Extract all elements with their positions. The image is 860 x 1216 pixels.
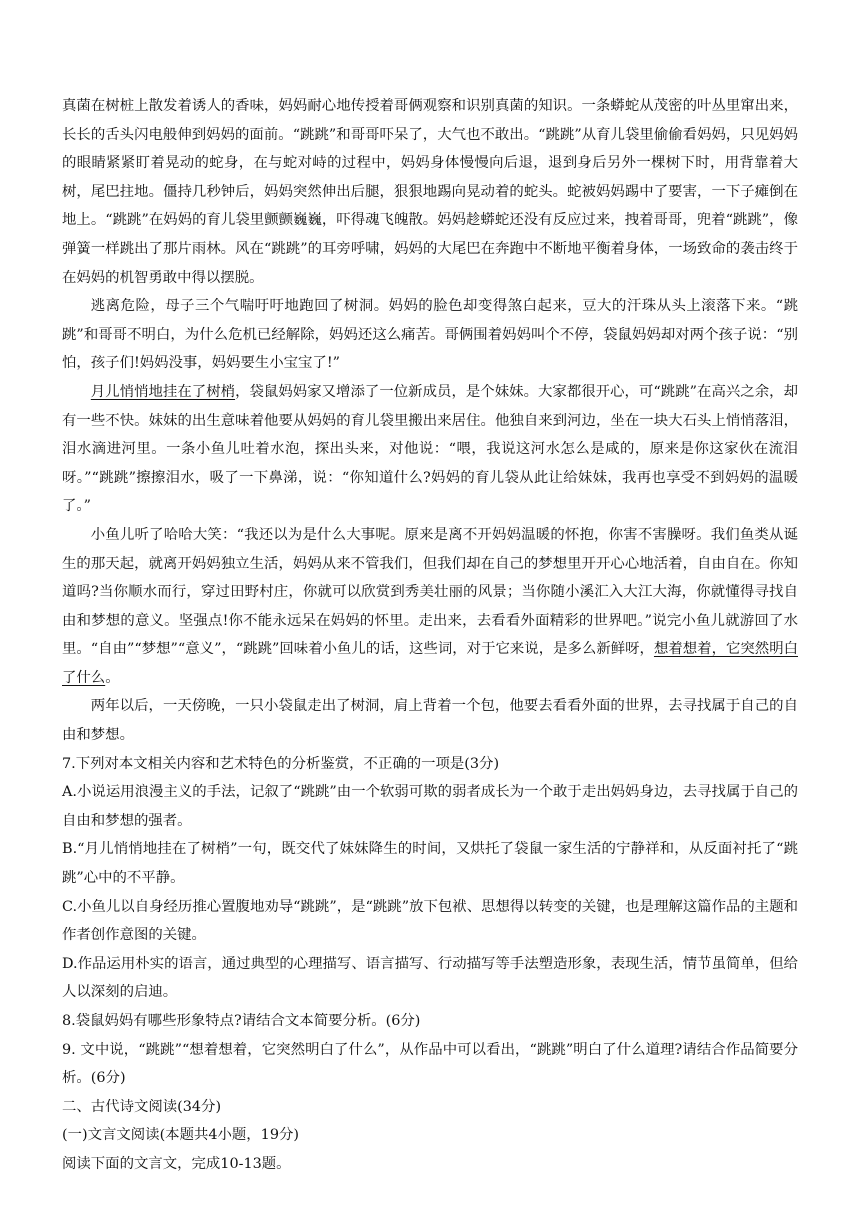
story-paragraph-4-end: 。 — [105, 669, 120, 686]
story-paragraph-1: 真菌在树桩上散发着诱人的香味，妈妈耐心地传授着哥俩观察和识别真菌的知识。一条蟒蛇从茂密的叶丛里窜出来，长长的舌头闪电般伸到妈妈的面前。“跳跳”和哥哥吓呆了，大气也不敢出。“跳跳”从育儿袋里偷偷看妈妈，只见妈妈的眼睛紧紧盯着晃动的蛇身，在与蛇对峙的过程中，妈妈身体慢慢向后退，退到身后另外一棵树下时，用背靠着大树，尾巴拄地。僵持几秒钟后，妈妈突然伸出后腿，狠狠地踢向晃动着的蛇头。蛇被妈妈踢中了要害，一下子瘫倒在地上。“跳跳”在妈妈的育儿袋里颤颤巍巍，吓得魂飞魄散。妈妈趁蟒蛇还没有反应过来，拽着哥哥，兜着“跳跳”，像弹簧一样跳出了那片雨林。风在“跳跳”的耳旁呼啸，妈妈的大尾巴在奔跑中不断地平衡着身体，一场致命的袭击终于在妈妈的机智勇敢中得以摆脱。 — [62, 98, 798, 286]
question-7-option-c: C.小鱼儿以自身经历推心置腹地劝导“跳跳”，是“跳跳”放下包袱、思想得以转变的关键，也是理解这篇作品的主题和作者创作意图的关键。 — [62, 898, 798, 944]
question-9: 9. 文中说，“跳跳”“想着想着，它突然明白了什么”，从作品中可以看出，“跳跳”明白了什么道理?请结合作品简要分析。(6分) — [62, 1041, 798, 1087]
section-2-instruction: 阅读下面的文言文，完成10-13题。 — [62, 1155, 291, 1172]
question-7-option-a: A.小说运用浪漫主义的手法，记叙了“跳跳”由一个软弱可欺的弱者成长为一个敢于走出妈妈身边，去寻找属于自己的自由和梦想的强者。 — [62, 784, 798, 829]
question-7-option-b: B.“月儿悄悄地挂在了树梢”一句，既交代了妹妹降生的时间，又烘托了袋鼠一家生活的宁静祥和，从反面衬托了“跳跳”心中的不平静。 — [62, 841, 798, 887]
section-2-subtitle: (一)文言文阅读(本题共4小题，19分) — [62, 1127, 300, 1144]
underlined-sentence-realize: 想着想着，它突然明白了什么 — [62, 641, 798, 686]
section-2-title: 二、古代诗文阅读(34分) — [62, 1098, 222, 1115]
story-paragraph-3-text: ，袋鼠妈妈家又增添了一位新成员，是个妹妹。大家都很开心，可“跳跳”在高兴之余，却有一些不快。妹妹的出生意味着他要从妈妈的育儿袋里搬出来居住。他独自来到河边，坐在一块大石头上悄悄落泪，泪水滴进河里。一条小鱼儿吐着水泡，探出头来，对他说：“喂，我说这河水怎么是咸的，原来是你这家伙在流泪呀。”“跳跳”擦擦泪水，吸了一下鼻涕，说：“你知道什么?妈妈的育儿袋从此让给妹妹，我再也享受不到妈妈的温暖了。” — [62, 383, 798, 515]
underlined-sentence-moon: 月儿悄悄地挂在了树梢 — [90, 383, 236, 400]
question-8: 8.袋鼠妈妈有哪些形象特点?请结合文本简要分析。(6分) — [62, 1013, 421, 1029]
question-7-option-d: D.作品运用朴实的语言，通过典型的心理描写、语言描写、行动描写等手法塑造形象，表现生活，情节虽简单，但给人以深刻的启迪。 — [62, 955, 798, 1001]
story-paragraph-4 — [62, 521, 798, 693]
exam-page — [62, 92, 798, 1179]
question-7-stem: 7.下列对本文相关内容和艺术特色的分析鉴赏，不正确的一项是(3分) — [62, 755, 500, 772]
story-paragraph-2: 逃离危险，母子三个气喘吁吁地跑回了树洞。妈妈的脸色却变得煞白起来，豆大的汗珠从头上滚落下来。“跳跳”和哥哥不明白，为什么危机已经解除，妈妈还这么痛苦。哥俩围着妈妈叫个不停，袋鼠妈妈却对两个孩子说：“别怕，孩子们!妈妈没事，妈妈要生小宝宝了!” — [62, 298, 798, 372]
story-paragraph-4-text: 小鱼儿听了哈哈大笑：“我还以为是什么大事呢。原来是离不开妈妈温暖的怀抱，你害不害臊呀。我们鱼类从诞生的那天起，就离开妈妈独立生活，妈妈从来不管我们，但我们却在自己的梦想里开开心心地活着，自由自在。你知道吗?当你顺水而行，穿过田野村庄，你就可以欣赏到秀美壮丽的风景；当你随小溪汇入大江大海，你就懂得寻找自由和梦想的意义。坚强点!你不能永远呆在妈妈的怀里。走出来，去看看外面精彩的世界吧。”说完小鱼儿就游回了水里。“自由”“梦想”“意义”，“跳跳”回味着小鱼儿的话，这些词，对于它来说，是多么新鲜呀， — [62, 526, 798, 658]
story-paragraph-3 — [62, 378, 798, 521]
story-paragraph-5: 两年以后，一天傍晚，一只小袋鼠走出了树洞，肩上背着一个包，他要去看看外面的世界，去寻找属于自己的自由和梦想。 — [62, 698, 798, 744]
